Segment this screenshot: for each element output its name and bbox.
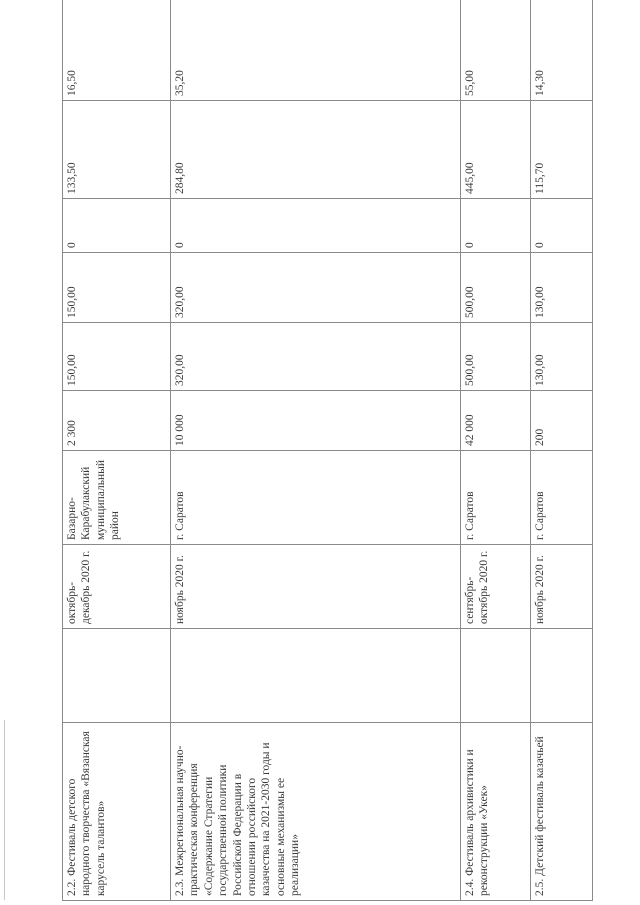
event-name-cell: 2.3. Межрегиональная научно-практическая конференция «Содержание Стратегии государственной политики Российской Федерации в отношении российского казачества на 2021-2030 годы и основные механизмы ее реализации» <box>171 723 461 901</box>
place-cell: Базарно-Карабулакский муниципальный район <box>63 451 171 545</box>
count-cell: 200 <box>531 391 593 451</box>
empty-cell <box>461 629 531 723</box>
place-cell: г. Саратов <box>531 451 593 545</box>
amount-cell: 150,00 <box>63 253 171 323</box>
date-cell: октябрь-декабрь 2020 г. <box>63 545 171 629</box>
event-name-cell: 2.2. Фестиваль детского народного творчества «Вязанская карусель талантов» <box>63 723 171 901</box>
count-cell: 10 000 <box>171 391 461 451</box>
amount-cell: 320,00 <box>171 253 461 323</box>
table-row <box>461 0 531 901</box>
count-cell: 42 000 <box>461 391 531 451</box>
regional-cell: 16,50 <box>63 0 171 101</box>
amount-cell: 0 <box>171 199 461 253</box>
empty-cell <box>171 629 461 723</box>
total-cell: 150,00 <box>63 323 171 391</box>
place-cell: г. Саратов <box>461 451 531 545</box>
event-table <box>62 0 593 901</box>
regional-cell: 35,20 <box>171 0 461 101</box>
count-cell: 2 300 <box>63 391 171 451</box>
scan-edge-line <box>4 720 5 900</box>
regional-cell: 14,30 <box>531 0 593 101</box>
amount-cell: 500,00 <box>461 253 531 323</box>
event-name-cell: 2.4. Фестиваль архивистики и реконструкции «Укек» <box>461 723 531 901</box>
table-row <box>63 0 171 901</box>
date-cell: ноябрь 2020 г. <box>171 545 461 629</box>
amount-cell: 0 <box>63 199 171 253</box>
date-cell: сентябрь-октябрь 2020 г. <box>461 545 531 629</box>
federal-cell: 115,70 <box>531 101 593 199</box>
table-row <box>171 0 461 901</box>
total-cell: 130,00 <box>531 323 593 391</box>
empty-cell <box>531 629 593 723</box>
rotated-page <box>62 0 592 901</box>
amount-cell: 130,00 <box>531 253 593 323</box>
total-cell: 320,00 <box>171 323 461 391</box>
federal-cell: 133,50 <box>63 101 171 199</box>
total-cell: 500,00 <box>461 323 531 391</box>
table-row <box>531 0 593 901</box>
federal-cell: 284,80 <box>171 101 461 199</box>
event-name-cell: 2.5. Детский фестиваль казачьей <box>531 723 593 901</box>
empty-cell <box>63 629 171 723</box>
amount-cell: 0 <box>531 199 593 253</box>
place-cell: г. Саратов <box>171 451 461 545</box>
regional-cell: 55,00 <box>461 0 531 101</box>
federal-cell: 445,00 <box>461 101 531 199</box>
date-cell: ноябрь 2020 г. <box>531 545 593 629</box>
amount-cell: 0 <box>461 199 531 253</box>
